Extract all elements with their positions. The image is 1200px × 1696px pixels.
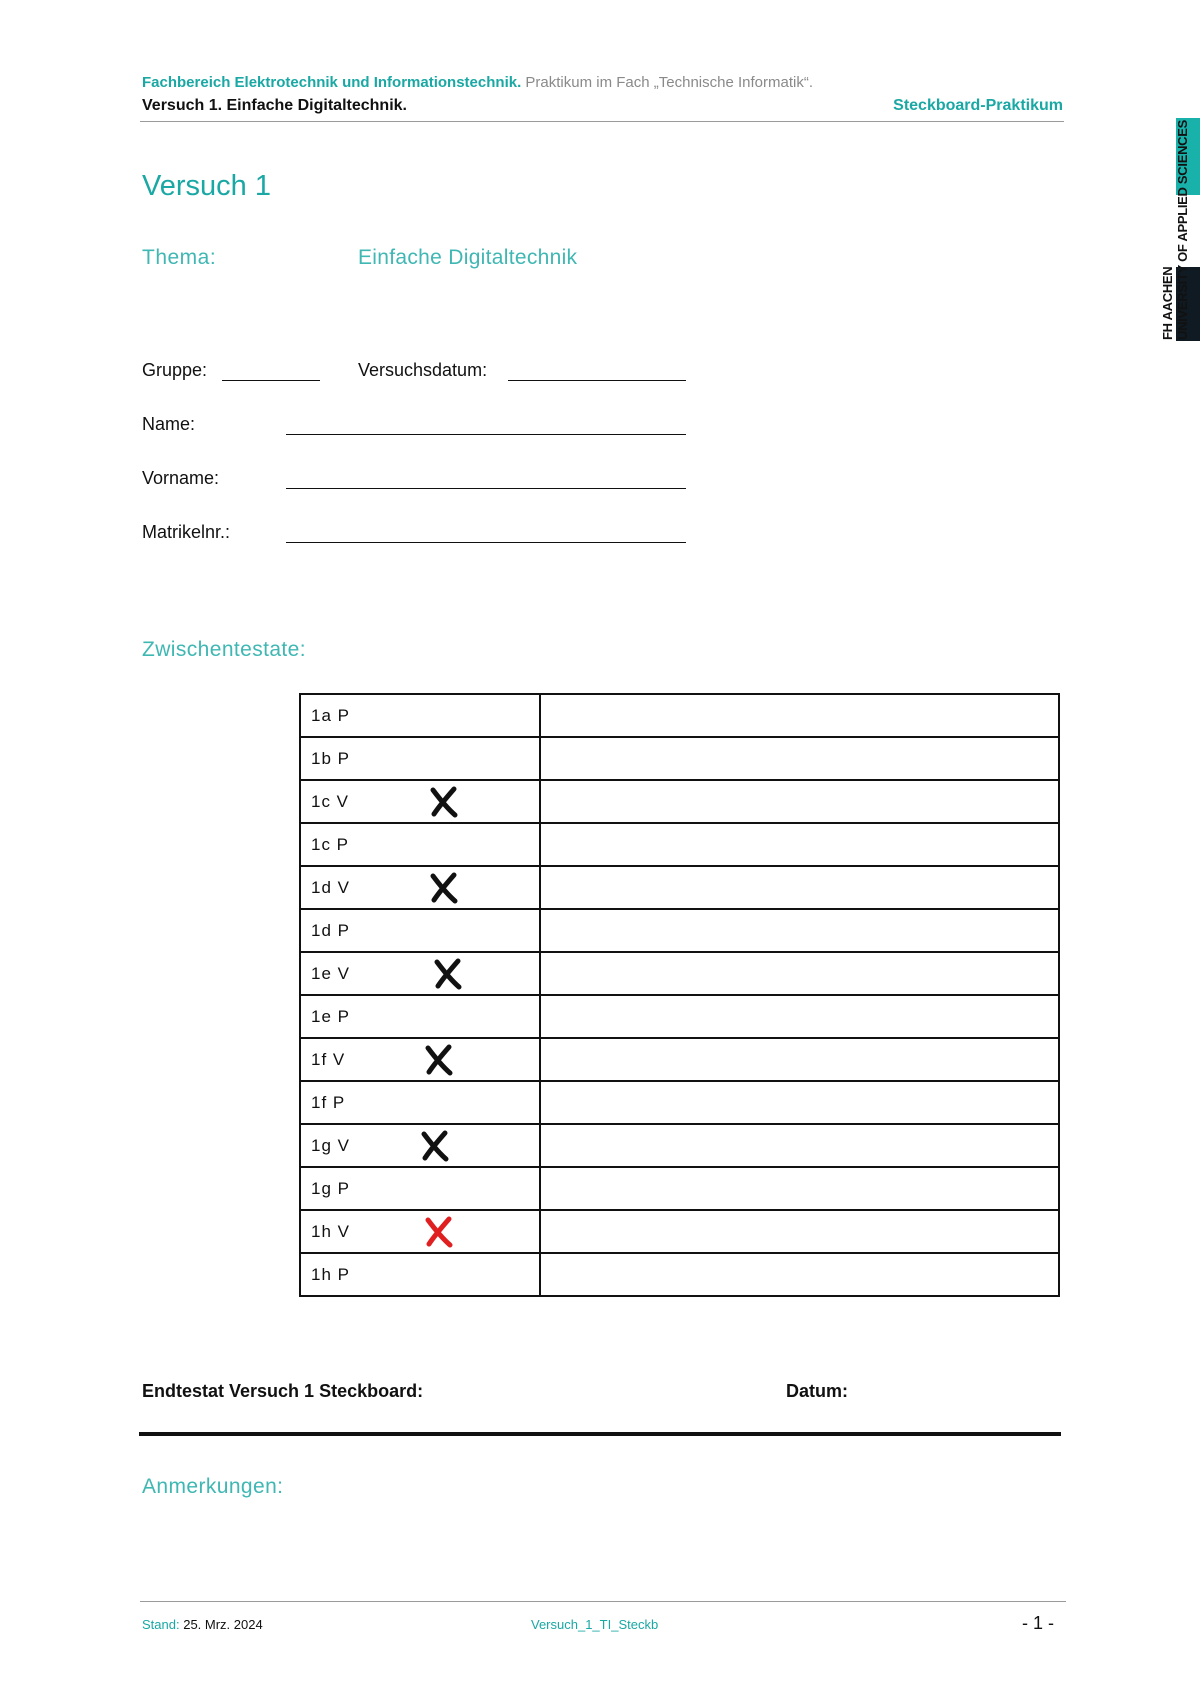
row-label-cell: [300, 1167, 540, 1210]
row-label-cell: [300, 1124, 540, 1167]
table-row: [300, 995, 1059, 1038]
table-row: [300, 1081, 1059, 1124]
footer-filename: Versuch_1_TI_Steckb: [531, 1617, 659, 1632]
row-label: 1g P: [311, 1178, 350, 1198]
table-row: [300, 823, 1059, 866]
vorname-label: Vorname:: [142, 468, 220, 488]
row-label: 1f P: [311, 1092, 346, 1112]
table-row: [300, 1124, 1059, 1167]
row-signature-cell[interactable]: [540, 1038, 1059, 1081]
matrikel-label: Matrikelnr.:: [142, 522, 231, 542]
footer-stand-label: Stand:: [142, 1617, 180, 1632]
row-label-cell: [300, 866, 540, 909]
row-label: 1g V: [311, 1135, 350, 1155]
row-label: 1c V: [311, 791, 350, 811]
endtestat-signature-line: [139, 1432, 1061, 1436]
row-label: 1c P: [311, 834, 350, 854]
thema-value: Einfache Digitaltechnik: [358, 246, 578, 269]
row-signature-cell[interactable]: [540, 1167, 1059, 1210]
logo-line-2: UNIVERSITY OF APPLIED SCIENCES: [1175, 120, 1190, 340]
header-experiment: Versuch 1. Einfache Digitaltechnik.: [142, 97, 407, 114]
logo-line-1: FH AACHEN: [1160, 266, 1175, 340]
endtestat-label: Endtestat Versuch 1 Steckboard:: [142, 1381, 424, 1401]
row-label-cell: [300, 1038, 540, 1081]
university-logo: [1160, 120, 1190, 340]
table-row: [300, 737, 1059, 780]
table-row: [300, 952, 1059, 995]
check-x-mark-icon: [422, 1044, 456, 1076]
check-x-mark-icon: [431, 958, 465, 990]
row-label-cell: [300, 780, 540, 823]
row-signature-cell[interactable]: [540, 909, 1059, 952]
row-label-cell: [300, 909, 540, 952]
row-signature-cell[interactable]: [540, 995, 1059, 1038]
versuchsdatum-label: Versuchsdatum:: [358, 360, 488, 380]
anmerkungen-heading: Anmerkungen:: [142, 1475, 284, 1498]
matrikel-field[interactable]: [286, 542, 686, 543]
row-label: 1a P: [311, 705, 350, 725]
row-label: 1h P: [311, 1264, 350, 1284]
row-label: 1d P: [311, 920, 350, 940]
row-label: 1e V: [311, 963, 350, 983]
table-row: [300, 694, 1059, 737]
table-row: [300, 1210, 1059, 1253]
footer-stand: [142, 1617, 263, 1632]
header-practicum: Praktikum im Fach „Technische Informatik“.: [525, 74, 813, 91]
endtestat-datum-label: Datum:: [786, 1381, 848, 1401]
name-label: Name:: [142, 414, 196, 434]
row-label-cell: [300, 995, 540, 1038]
table-row: [300, 1038, 1059, 1081]
row-label-cell: [300, 1253, 540, 1296]
table-row: [300, 1253, 1059, 1296]
row-label-cell: [300, 737, 540, 780]
header-faculty: Fachbereich Elektrotechnik und Informationstechnik.: [142, 74, 522, 91]
row-label-cell: [300, 1081, 540, 1124]
gruppe-label: Gruppe:: [142, 360, 208, 380]
header-right-label: Steckboard-Praktikum: [893, 97, 1063, 114]
check-x-mark-icon: [427, 786, 461, 818]
row-signature-cell[interactable]: [540, 780, 1059, 823]
check-x-mark-icon: [422, 1216, 456, 1248]
row-signature-cell[interactable]: [540, 866, 1059, 909]
row-signature-cell[interactable]: [540, 694, 1059, 737]
row-label-cell: [300, 1210, 540, 1253]
page-number: - 1 -: [1022, 1613, 1055, 1633]
footer-divider: [140, 1601, 1066, 1602]
row-label-cell: [300, 823, 540, 866]
zwischentestate-table: [299, 693, 1060, 1297]
zwischentestate-heading: Zwischentestate:: [142, 638, 306, 661]
header-line-1: [142, 74, 813, 91]
table-row: [300, 1167, 1059, 1210]
row-signature-cell[interactable]: [540, 1081, 1059, 1124]
row-signature-cell[interactable]: [540, 1253, 1059, 1296]
row-label-cell: [300, 694, 540, 737]
check-x-mark-icon: [418, 1130, 452, 1162]
table-row: [300, 909, 1059, 952]
vorname-field[interactable]: [286, 488, 686, 489]
page-title: Versuch 1: [142, 170, 271, 202]
table-row: [300, 866, 1059, 909]
row-label-cell: [300, 952, 540, 995]
row-label: 1h V: [311, 1221, 350, 1241]
versuchsdatum-field[interactable]: [508, 380, 686, 381]
gruppe-field[interactable]: [222, 380, 320, 381]
row-label: 1b P: [311, 748, 350, 768]
row-signature-cell[interactable]: [540, 1124, 1059, 1167]
row-label: 1f V: [311, 1049, 346, 1069]
row-label: 1d V: [311, 877, 350, 897]
row-signature-cell[interactable]: [540, 1210, 1059, 1253]
name-field[interactable]: [286, 434, 686, 435]
header-divider: [140, 121, 1064, 122]
row-signature-cell[interactable]: [540, 737, 1059, 780]
row-signature-cell[interactable]: [540, 952, 1059, 995]
row-signature-cell[interactable]: [540, 823, 1059, 866]
table-row: [300, 780, 1059, 823]
check-x-mark-icon: [427, 872, 461, 904]
thema-label: Thema:: [142, 246, 217, 269]
footer-stand-date: 25. Mrz. 2024: [183, 1617, 263, 1632]
row-label: 1e P: [311, 1006, 350, 1026]
